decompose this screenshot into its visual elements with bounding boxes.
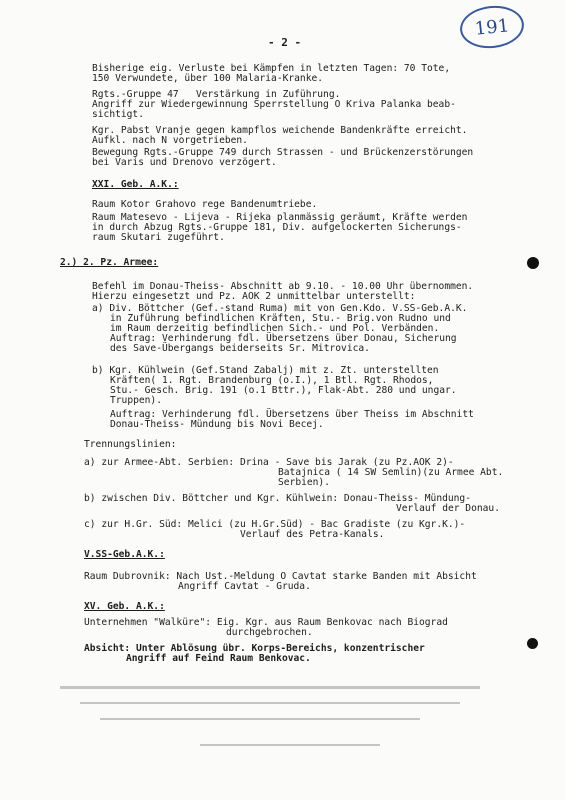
smudge-mark [60, 686, 480, 689]
text-line: Angriff Cavtat - Gruda. [178, 581, 311, 592]
text-line: b) Kgr. Kühlwein (Gef.Stand Zabalj) mit z. Zt. unterstellten [92, 365, 439, 376]
text-line: Raum Matesevo - Lijeva - Rijeka planmässig geräumt, Kräfte werden [92, 212, 468, 223]
text-line: Bewegung Rgts.-Gruppe 749 durch Strassen - und Brückenzerstörungen [92, 147, 474, 158]
text-line: 150 Verwundete, über 100 Malaria-Kranke. [92, 73, 324, 84]
text-line: Angriff auf Feind Raum Benkovac. [126, 653, 311, 664]
section-heading: V.SS-Geb.A.K.: [84, 549, 165, 560]
text-line: a) Div. Böttcher (Gef.-stand Ruma) mit von Gen.Kdo. V.SS-Geb.A.K. [92, 303, 468, 314]
ink-spot [527, 257, 539, 269]
text-line: b) zwischen Div. Böttcher und Kgr. Kühlwein: Donau-Theiss- Mündung- [84, 493, 471, 504]
archive-stamp [458, 3, 526, 51]
text-line: Truppen). [110, 395, 162, 406]
smudge-mark [200, 744, 380, 746]
text-line: Unternehmen "Walküre": Eig. Kgr. aus Raum Benkovac nach Biograd [84, 617, 448, 628]
text-line: in Zuführung befindlichen Kräften, Stu.- Brig.von Rudno und [110, 313, 451, 324]
text-line: Serbien). [278, 477, 330, 488]
text-line: durchgebrochen. [226, 627, 313, 638]
text-line: Rgts.-Gruppe 47 Verstärkung in Zuführung. [92, 89, 341, 100]
text-line: bei Varis und Drenovo verzögert. [92, 157, 277, 168]
ink-spot [527, 638, 538, 649]
stamp-number: 191 [473, 14, 511, 40]
text-line: Auftrag: Verhinderung fdl. Übersetzens über Donau, Sicherung [110, 333, 457, 344]
text-line: im Raum derzeitig befindlichen Sich.- und Pol. Verbänden. [110, 323, 440, 334]
text-line: Raum Kotor Grahovo rege Bandenumtriebe. [92, 199, 318, 210]
text-line: Verlauf der Donau. [396, 503, 500, 514]
text-line: Stu.- Gesch. Brig. 191 (o.1 Bttr.), Flak-Abt. 280 und ungar. [110, 385, 457, 396]
text-line: c) zur H.Gr. Süd: Melici (zu H.Gr.Süd) - Bac Gradiste (zu Kgr.K.)- [84, 519, 466, 530]
section-heading: XV. Geb. A.K.: [84, 601, 165, 612]
text-line: Batajnica ( 14 SW Semlin)(zu Armee Abt. [278, 467, 504, 478]
text-line: Donau-Theiss- Mündung bis Novi Becej. [110, 419, 324, 430]
text-line: Verlauf des Petra-Kanals. [240, 529, 385, 540]
text-line: Befehl im Donau-Theiss- Abschnitt ab 9.10. - 10.00 Uhr übernommen. [92, 281, 474, 292]
text-line: Auftrag: Verhinderung fdl. Übersetzens über Theiss im Abschnitt [110, 409, 474, 420]
text-line: Kräften( 1. Rgt. Brandenburg (o.I.), 1 Btl. Rgt. Rhodos, [110, 375, 434, 386]
smudge-mark [100, 718, 420, 720]
subheading: Trennungslinien: [84, 439, 177, 450]
text-line: Kgr. Pabst Vranje gegen kampflos weichende Bandenkräfte erreicht. [92, 125, 468, 136]
text-line: Raum Dubrovnik: Nach Ust.-Meldung O Cavtat starke Banden mit Absicht [84, 571, 477, 582]
text-line: in durch Abzug Rgts.-Gruppe 181, Div. aufgelockerten Sicherungs- [92, 222, 462, 233]
section-heading: XXI. Geb. A.K.: [92, 179, 179, 190]
text-line: Absicht: Unter Ablösung übr. Korps-Bereichs, konzentrischer [84, 643, 425, 654]
text-line: raum Skutari zugeführt. [92, 232, 225, 243]
text-line: a) zur Armee-Abt. Serbien: Drina - Save bis Jarak (zu Pz.AOK 2)- [84, 457, 454, 468]
text-line: Bisherige eig. Verluste bei Kämpfen in letzten Tagen: 70 Tote, [92, 63, 451, 74]
section-heading: 2.) 2. Pz. Armee: [60, 257, 159, 268]
text-line: Angriff zur Wiedergewinnung Sperrstellung O Kriva Palanka beab- [92, 99, 456, 110]
text-line: des Save-Übergangs beiderseits Sr. Mitrovica. [110, 343, 370, 354]
text-line: Aufkl. nach N vorgetrieben. [92, 135, 248, 146]
page-number: - 2 - [268, 36, 302, 49]
text-line: sichtigt. [92, 109, 144, 120]
text-line: Hierzu eingesetzt und Pz. AOK 2 unmittelbar unterstellt: [92, 291, 416, 302]
smudge-mark [80, 702, 460, 704]
